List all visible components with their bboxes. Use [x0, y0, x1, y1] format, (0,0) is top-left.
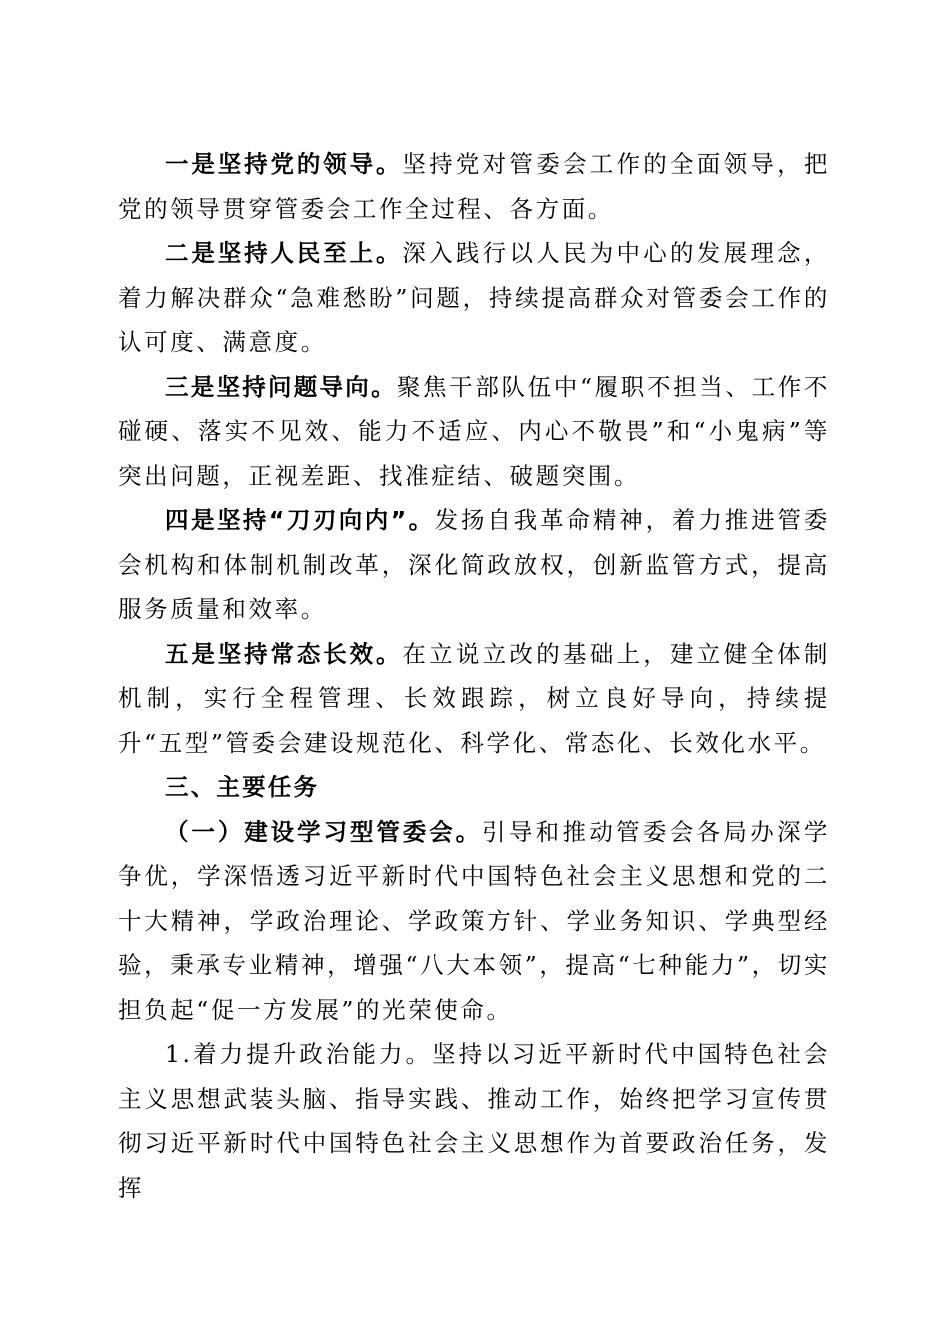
principle-paragraph-3	[118, 365, 830, 499]
principle-3-text: 聚焦干部队伍中“履职不担当、工作不碰硬、落实不见效、能力不适应、内心不敬畏”和“小鬼病”等突出问题，正视差距、找准症结、破题突围。	[118, 372, 830, 490]
principle-1-text: 坚持党对管委会工作的全面领导，把党的领导贯穿管委会工作全过程、各方面。	[118, 150, 830, 223]
item-paragraph: 1.着力提升政治能力。坚持以习近平新时代中国特色社会主义思想武装头脑、指导实践、推动工作，始终把学习宣传贯彻习近平新时代中国特色社会主义思想作为首要政治任务，发挥	[118, 1040, 830, 1202]
principle-5-lead: 五是坚持常态长效。	[165, 639, 403, 668]
section-heading: 三、主要任务	[165, 773, 320, 801]
principle-paragraph-4	[118, 498, 830, 632]
principle-4-text: 发扬自我革命精神，着力推进管委会机构和体制机制改革，深化简政放权，创新监管方式，提高服务质量和效率。	[118, 506, 831, 623]
principle-2-lead: 二是坚持人民至上。	[165, 239, 403, 267]
principle-5-text: 在立说立改的基础上，建立健全体制机制，实行全程管理、长效跟踪，树立良好导向，持续提升“五型”管委会建设规范化、科学化、常态化、长效化水平。	[118, 639, 830, 757]
principle-2-text: 深入践行以人民为中心的发展理念，着力解决群众“急难愁盼”问题，持续提高群众对管委会工作的认可度、满意度。	[118, 239, 830, 356]
task-text: 引导和推动管委会各局办深学争优，学深悟透习近平新时代中国特色社会主义思想和党的二十大精神，学政治理论、学政策方针、学业务知识、学典型经验，秉承专业精神，增强“八大本领”，提高“七种能力”，切实担负起“促一方发展”的光荣使命。	[118, 817, 830, 1024]
document-body	[118, 142, 830, 1210]
principle-1-lead: 一是坚持党的领导。	[165, 150, 403, 178]
principle-paragraph-1	[118, 142, 830, 231]
principle-paragraph-2	[118, 231, 830, 365]
task-lead: （一）建设学习型管委会。	[165, 817, 483, 846]
principle-paragraph-5	[118, 632, 830, 766]
principle-4-lead: 四是坚持“刀刃向内”。	[165, 506, 435, 534]
task-paragraph	[118, 810, 830, 1033]
principle-3-lead: 三是坚持问题导向。	[165, 372, 397, 401]
